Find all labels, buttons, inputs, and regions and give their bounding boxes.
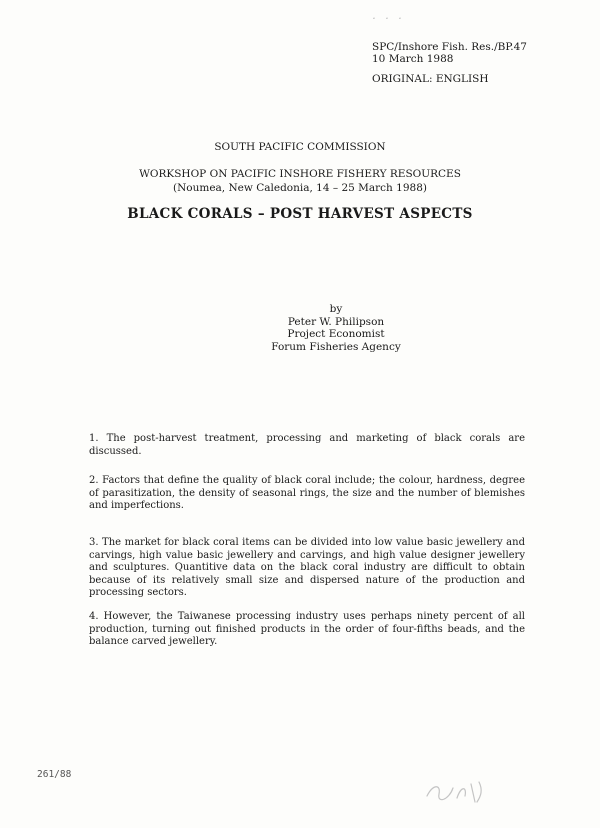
workshop-name: WORKSHOP ON PACIFIC INSHORE FISHERY RESOURCES (139, 168, 461, 180)
by-label: by (329, 303, 343, 315)
document-date: 10 March 1988 (372, 53, 454, 65)
paragraph-1: 1. The post-harvest treatment, processing and marketing of black corals are discussed. (89, 433, 525, 457)
workshop-block (0, 167, 600, 195)
workshop-venue: (Noumea, New Caledonia, 14 – 25 March 1988) (173, 182, 427, 194)
author-role: Project Economist (287, 328, 385, 340)
document-reference-block (372, 41, 527, 85)
paragraph-2: 2. Factors that define the quality of black coral include; the colour, hardness, degree of parasitization, the density of seasonal rings, the size and the number of blemishes and imperfections. (89, 475, 525, 511)
handwritten-mark-top: · · · (372, 12, 405, 25)
original-language: ORIGINAL: ENGLISH (372, 73, 489, 85)
paragraph-4: 4. However, the Taiwanese processing industry uses perhaps ninety percent of all production, turning out finished products in the order of four-fifths beads, and the balance carved jewellery. (89, 611, 525, 647)
document-title: BLACK CORALS – POST HARVEST ASPECTS (127, 206, 473, 222)
paragraph-3: 3. The market for black coral items can be divided into low value basic jewellery and carvings, high value basic jewellery and carvings, and high value designer jewellery and sculptures. Quantitive data on the black coral industry are difficult to obtain because of its relatively small size and dispersed nature of the production and processing sectors. (89, 537, 525, 598)
footer-code: 261/88 (37, 769, 72, 780)
handwritten-mark-bottom (423, 776, 493, 806)
reference-number: SPC/Inshore Fish. Res./BP.47 (372, 41, 527, 53)
organization-name: SOUTH PACIFIC COMMISSION (214, 141, 386, 153)
author-block (36, 303, 600, 353)
author-name: Peter W. Philipson (287, 315, 385, 328)
author-agency: Forum Fisheries Agency (271, 340, 401, 353)
